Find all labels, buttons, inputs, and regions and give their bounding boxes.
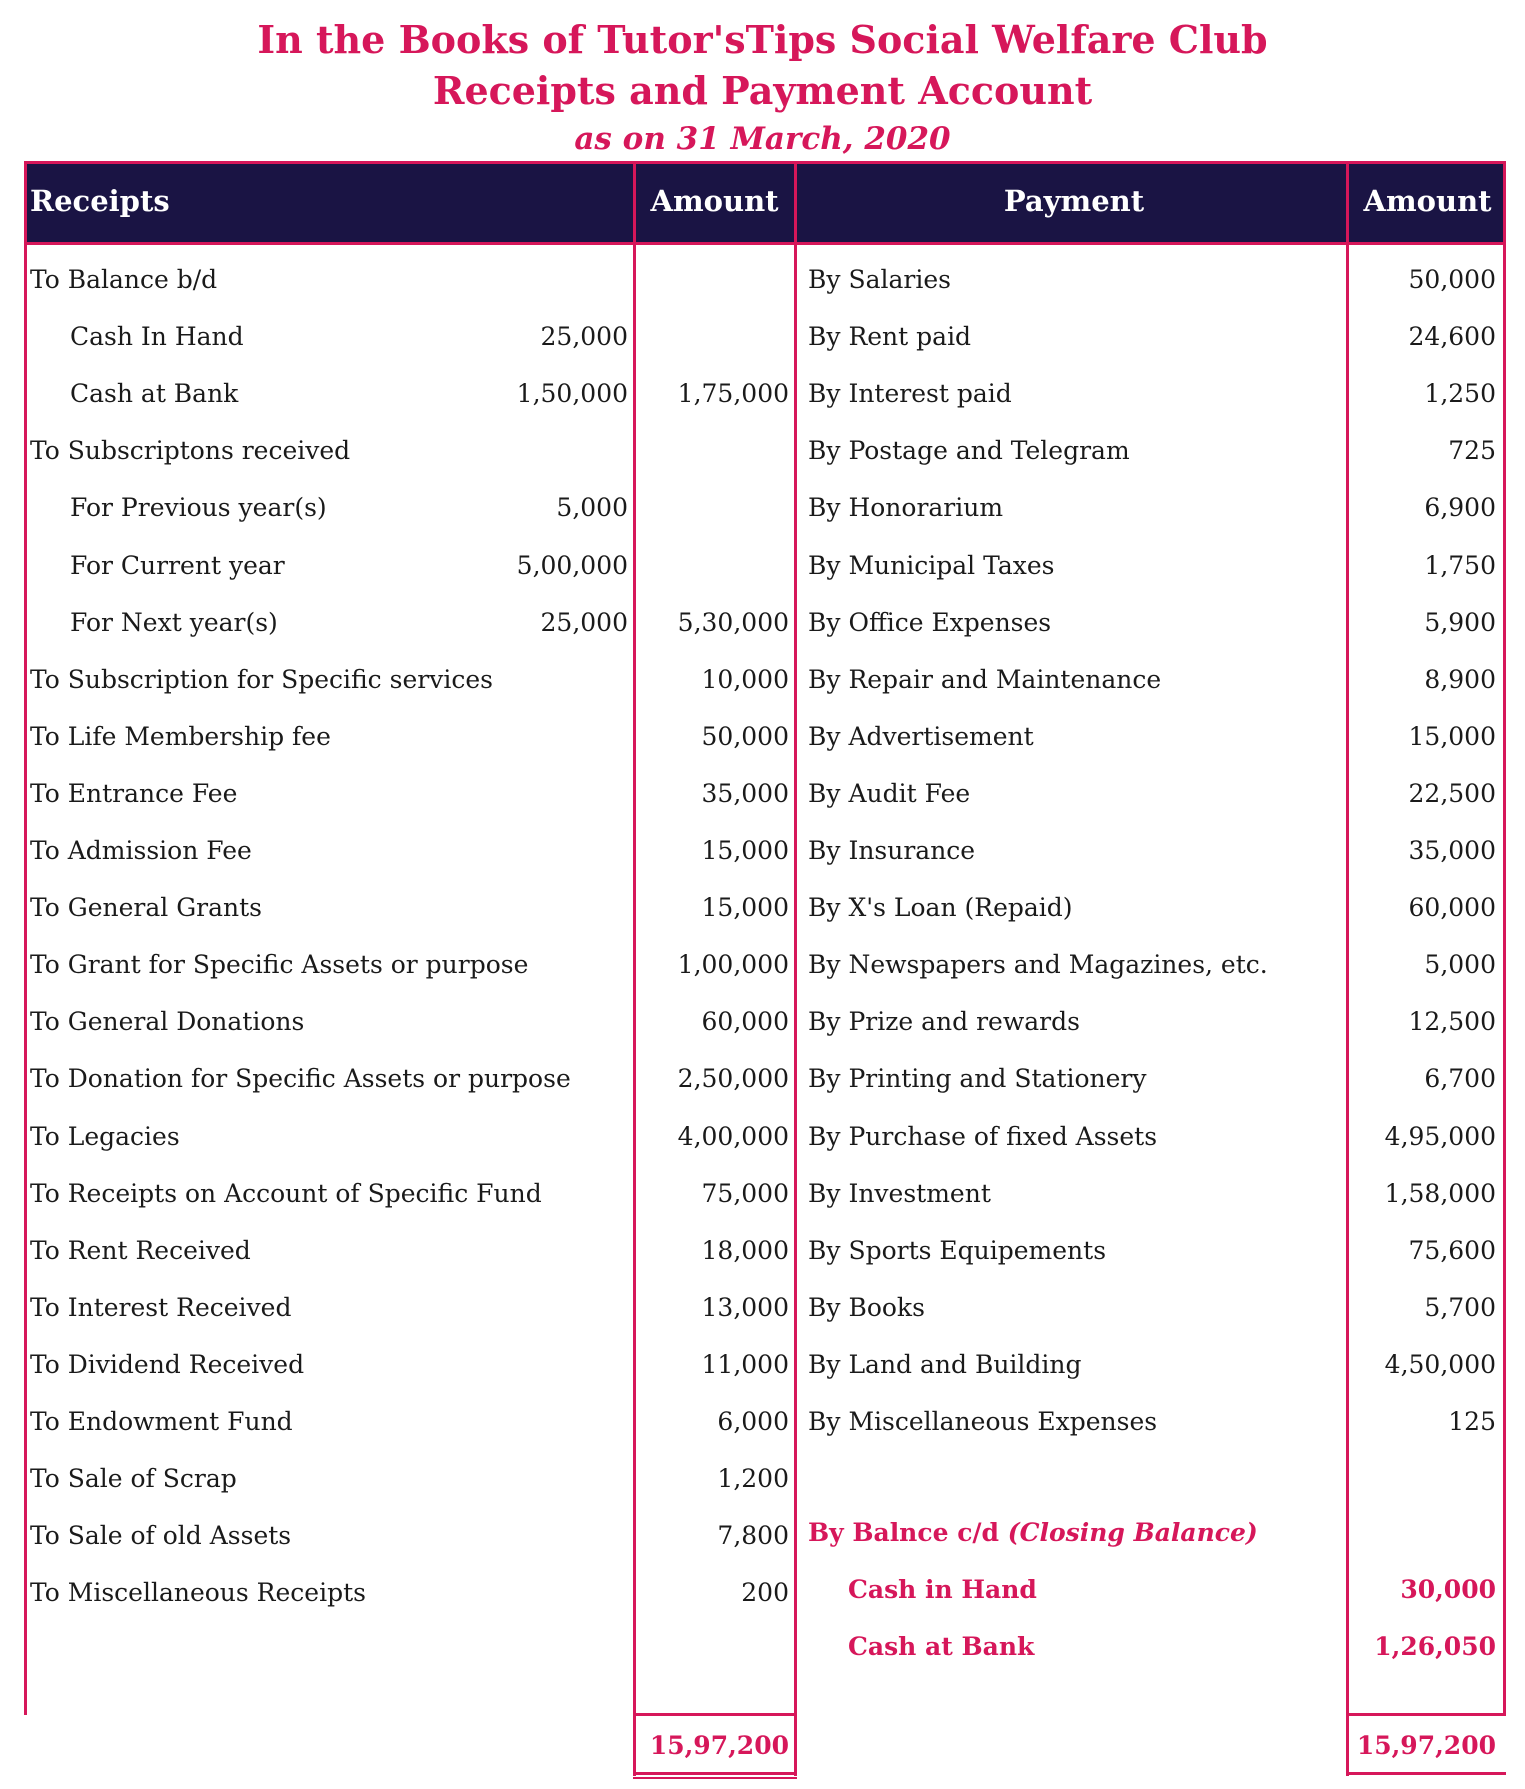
payment-amount: 50,000	[1408, 265, 1496, 294]
table-row	[24, 251, 1506, 308]
payment-amount: 8,900	[1424, 664, 1496, 694]
receipt-amount: 15,000	[701, 836, 789, 865]
receipt-label: To Rent Received	[30, 1235, 251, 1265]
payment-label: By Advertisement	[808, 721, 1034, 751]
payment-label: By Rent paid	[808, 322, 972, 352]
receipt-label: For Previous year(s)	[70, 493, 327, 523]
payment-label: By Land and Building	[808, 1349, 1082, 1379]
table-row	[24, 594, 1506, 651]
table-row	[24, 1279, 1506, 1336]
receipt-label: Cash In Hand	[70, 322, 244, 352]
table-row	[24, 1108, 1506, 1165]
receipt-inner-amount: 1,50,000	[516, 379, 628, 409]
receipt-label: To General Grants	[30, 893, 262, 923]
receipt-label: For Current year	[70, 550, 285, 580]
payment-amount: 4,95,000	[1384, 1121, 1496, 1151]
closing-cash-at-bank-amount: 1,26,050	[1374, 1632, 1496, 1661]
closing-cash-at-bank-label: Cash at Bank	[848, 1632, 1035, 1661]
table-row	[24, 1336, 1506, 1393]
receipt-amount: 15,000	[701, 893, 789, 923]
receipt-label: To Subscriptons received	[30, 436, 351, 466]
payment-label: By Books	[808, 1292, 925, 1322]
payment-label: By Postage and Telegram	[808, 436, 1130, 466]
col-header-payment: Payment	[1003, 184, 1145, 218]
total-underline-left-2	[633, 1777, 797, 1779]
payment-label: By Insurance	[808, 836, 976, 865]
table-row	[24, 365, 1506, 422]
payment-amount: 4,50,000	[1384, 1349, 1496, 1379]
receipt-label: For Next year(s)	[70, 607, 278, 637]
table-row	[24, 993, 1506, 1050]
receipt-amount: 1,75,000	[677, 379, 789, 409]
receipt-label: To Balance b/d	[30, 265, 218, 294]
receipt-amount: 18,000	[701, 1235, 789, 1265]
receipt-label: To Entrance Fee	[30, 778, 238, 808]
receipt-amount: 10,000	[701, 664, 789, 694]
heading-line-1: In the Books of Tutor'sTips Social Welfare Club	[257, 17, 1268, 62]
page-heading	[0, 14, 1525, 162]
receipt-amount: 60,000	[701, 1007, 789, 1037]
table-row	[24, 651, 1506, 708]
payment-amount: 5,900	[1424, 607, 1496, 637]
payment-label: By X's Loan (Repaid)	[808, 893, 1073, 923]
receipt-amount: 5,30,000	[677, 607, 789, 637]
receipt-label: To Dividend Received	[30, 1349, 305, 1379]
receipt-inner-amount: 25,000	[540, 607, 628, 637]
receipt-amount: 13,000	[701, 1292, 789, 1322]
receipt-amount: 75,000	[701, 1178, 789, 1208]
payment-amount: 1,250	[1424, 379, 1496, 409]
receipt-inner-amount: 25,000	[540, 322, 628, 352]
payment-amount: 60,000	[1408, 893, 1496, 923]
payment-label: By Honorarium	[808, 493, 1004, 523]
table-row	[24, 822, 1506, 879]
payment-label: By Purchase of fixed Assets	[808, 1121, 1158, 1151]
payment-label: By Sports Equipements	[808, 1235, 1107, 1265]
receipt-label: To Endowment Fund	[30, 1407, 293, 1436]
receipt-label: Cash at Bank	[70, 379, 239, 409]
payment-label: By Salaries	[808, 265, 951, 294]
col-header-receipts: Receipts	[30, 184, 170, 218]
payment-amount: 12,500	[1408, 1007, 1496, 1037]
payment-amount: 6,900	[1424, 493, 1496, 523]
payment-label: By Investment	[808, 1178, 991, 1208]
payment-label: By Prize and rewards	[808, 1007, 1080, 1037]
receipt-amount: 1,00,000	[677, 950, 789, 980]
header-divider	[24, 242, 1506, 245]
receipt-label: To Sale of Scrap	[30, 1464, 237, 1494]
receipt-amount: 4,00,000	[677, 1121, 789, 1151]
totals-row	[24, 1717, 1506, 1774]
payment-label: By Interest paid	[808, 379, 1012, 409]
payment-amount: 35,000	[1408, 836, 1496, 865]
receipt-label: To Donation for Specific Assets or purpose	[30, 1064, 571, 1094]
col-header-amount-left: Amount	[650, 184, 779, 218]
table-row	[24, 765, 1506, 822]
payment-label: By Newspapers and Magazines, etc.	[808, 950, 1268, 980]
table-row	[24, 1050, 1506, 1107]
payment-amount: 5,000	[1424, 950, 1496, 980]
receipt-amount: 50,000	[701, 721, 789, 751]
receipt-label: To Subscription for Specific services	[30, 664, 493, 694]
table-row	[24, 537, 1506, 594]
payment-amount: 24,600	[1408, 322, 1496, 352]
table-row	[24, 1450, 1506, 1507]
receipt-amount: 35,000	[701, 778, 789, 808]
receipt-label: To Interest Received	[30, 1292, 292, 1322]
closing-cash-in-hand-row	[24, 1561, 1506, 1618]
payment-amount: 15,000	[1408, 721, 1496, 751]
closing-cash-at-bank-row	[24, 1618, 1506, 1675]
payment-label: By Miscellaneous Expenses	[808, 1407, 1158, 1436]
payment-amount: 1,58,000	[1384, 1178, 1496, 1208]
table-row	[24, 936, 1506, 993]
receipt-amount: 7,800	[717, 1521, 789, 1551]
table-row	[24, 308, 1506, 365]
receipt-label: To Miscellaneous Receipts	[30, 1578, 366, 1608]
closing-cash-in-hand-amount: 30,000	[1400, 1575, 1496, 1604]
receipt-label: To General Donations	[30, 1007, 305, 1037]
receipt-label: To Sale of old Assets	[30, 1521, 292, 1551]
payment-label: By Audit Fee	[808, 778, 971, 808]
frame-top	[24, 161, 1506, 164]
payment-label: By Office Expenses	[808, 607, 1052, 637]
payment-label: By Printing and Stationery	[808, 1064, 1147, 1094]
payment-label: By Repair and Maintenance	[808, 664, 1162, 694]
closing-label: By Balnce c/d (Closing Balance)	[808, 1518, 1258, 1547]
account-sheet	[24, 161, 1506, 1776]
table-row	[24, 1222, 1506, 1279]
table-row	[24, 708, 1506, 765]
receipt-inner-amount: 5,00,000	[516, 550, 628, 580]
receipt-inner-amount: 5,000	[556, 493, 628, 523]
payments-total: 15,97,200	[1356, 1731, 1496, 1760]
payment-amount: 6,700	[1424, 1064, 1496, 1094]
payment-amount: 22,500	[1408, 778, 1496, 808]
receipt-label: To Admission Fee	[30, 836, 252, 865]
closing-cash-in-hand-label: Cash in Hand	[848, 1575, 1037, 1604]
receipt-label: To Receipts on Account of Specific Fund	[30, 1178, 542, 1208]
receipt-label: To Legacies	[30, 1121, 180, 1151]
receipt-amount: 200	[741, 1578, 789, 1608]
payment-amount: 1,750	[1424, 550, 1496, 580]
table-row	[24, 479, 1506, 536]
receipt-amount: 2,50,000	[677, 1064, 789, 1094]
total-line-right	[1346, 1713, 1506, 1716]
table-row	[24, 422, 1506, 479]
table-row	[24, 1393, 1506, 1450]
receipt-amount: 11,000	[701, 1349, 789, 1379]
receipt-amount: 6,000	[717, 1407, 789, 1436]
payment-amount: 725	[1448, 436, 1496, 466]
receipt-amount: 1,200	[717, 1464, 789, 1494]
closing-balance-row	[24, 1504, 1506, 1561]
heading-line-3: as on 31 March, 2020	[574, 121, 951, 157]
payment-label: By Municipal Taxes	[808, 550, 1055, 580]
heading-line-2: Receipts and Payment Account	[432, 68, 1093, 113]
receipts-total: 15,97,200	[649, 1731, 789, 1760]
payment-amount: 75,600	[1408, 1235, 1496, 1265]
col-header-amount-right: Amount	[1363, 184, 1492, 218]
receipt-label: To Life Membership fee	[30, 721, 331, 751]
table-row	[24, 879, 1506, 936]
payment-amount: 125	[1448, 1407, 1496, 1436]
total-line-left	[633, 1713, 797, 1716]
receipt-label: To Grant for Specific Assets or purpose	[30, 950, 529, 980]
table-row	[24, 1165, 1506, 1222]
payment-amount: 5,700	[1424, 1292, 1496, 1322]
